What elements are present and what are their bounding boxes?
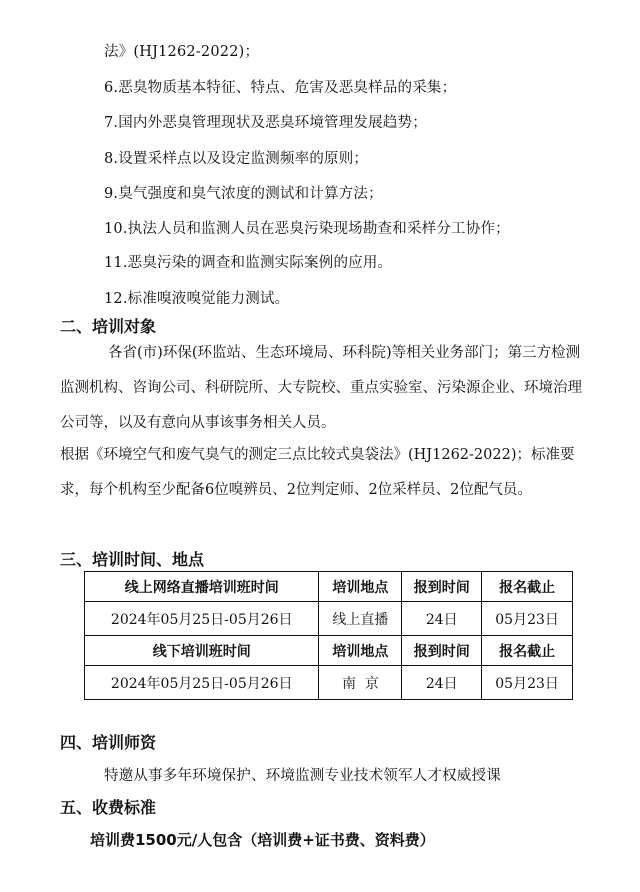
content-item-10: 10.执法人员和监测人员在恶臭污染现场勘查和采样分工协作； xyxy=(104,221,510,237)
table-cell: 报到时间 xyxy=(402,572,482,602)
table-cell: 培训地点 xyxy=(319,636,402,666)
table-cell: 线上网络直播培训班时间 xyxy=(85,572,319,602)
table-row xyxy=(85,602,573,636)
table-cell: 24日 xyxy=(402,602,482,636)
table-cell: 05月23日 xyxy=(482,602,573,636)
table-row xyxy=(85,666,573,700)
section4-text: 特邀从事多年环境保护、环境监测专业技术领军人才权威授课 xyxy=(104,768,501,784)
content-item-11: 11.恶臭污染的调查和监测实际案例的应用。 xyxy=(104,255,393,271)
content-item-12: 12.标准嗅液嗅觉能力测试。 xyxy=(104,291,290,307)
content-item-6: 6.恶臭物质基本特征、特点、危害及恶臭样品的采集； xyxy=(104,80,457,96)
section2-para1: 各省(市)环保(环监站、生态环境局、环科院)等相关业务部门；第三方检测监测机构、咨询公司、科研院所、大专院校、重点实验室、污染源企业、环境治理公司等，以及有意向从事该事务相关人员。 xyxy=(60,345,582,431)
table-cell: 南 京 xyxy=(319,666,402,700)
section2-heading: 二、培训对象 xyxy=(60,317,157,336)
table-cell: 24日 xyxy=(402,666,482,700)
table-cell: 报名截止 xyxy=(482,636,573,666)
table-cell: 线下培训班时间 xyxy=(85,636,319,666)
content-item-7: 7.国内外恶臭管理现状及恶臭环境管理发展趋势； xyxy=(104,115,427,131)
table-row xyxy=(85,636,573,666)
section4-heading: 四、培训师资 xyxy=(60,733,157,752)
table-cell: 2024年05月25日-05月26日 xyxy=(85,602,319,636)
table-cell: 报到时间 xyxy=(402,636,482,666)
content-item-9: 9.臭气强度和臭气浓度的测试和计算方法； xyxy=(104,186,383,202)
table-cell: 培训地点 xyxy=(319,572,402,602)
table-row xyxy=(85,572,573,602)
table-cell: 2024年05月25日-05月26日 xyxy=(85,666,319,700)
table-cell: 报名截止 xyxy=(482,572,573,602)
content-item-8: 8.设置采样点以及设定监测频率的原则； xyxy=(104,151,369,167)
section3-heading: 三、培训时间、地点 xyxy=(60,550,205,569)
table-cell: 线上直播 xyxy=(319,602,402,636)
section5-fee-text: 培训费1500元/人包含（培训费+证书费、资料费） xyxy=(90,831,435,849)
section5-heading: 五、收费标准 xyxy=(60,798,157,817)
schedule-table xyxy=(84,571,573,700)
content-item-cont: 法》(HJ1262-2022)； xyxy=(104,44,260,60)
table-cell: 05月23日 xyxy=(482,666,573,700)
section2-para2: 根据《环境空气和废气臭气的测定三点比较式臭袋法》(HJ1262-2022)；标准要求，每个机构至少配备6位嗅辨员、2位判定师、2位采样员、2位配气员。 xyxy=(60,447,575,498)
